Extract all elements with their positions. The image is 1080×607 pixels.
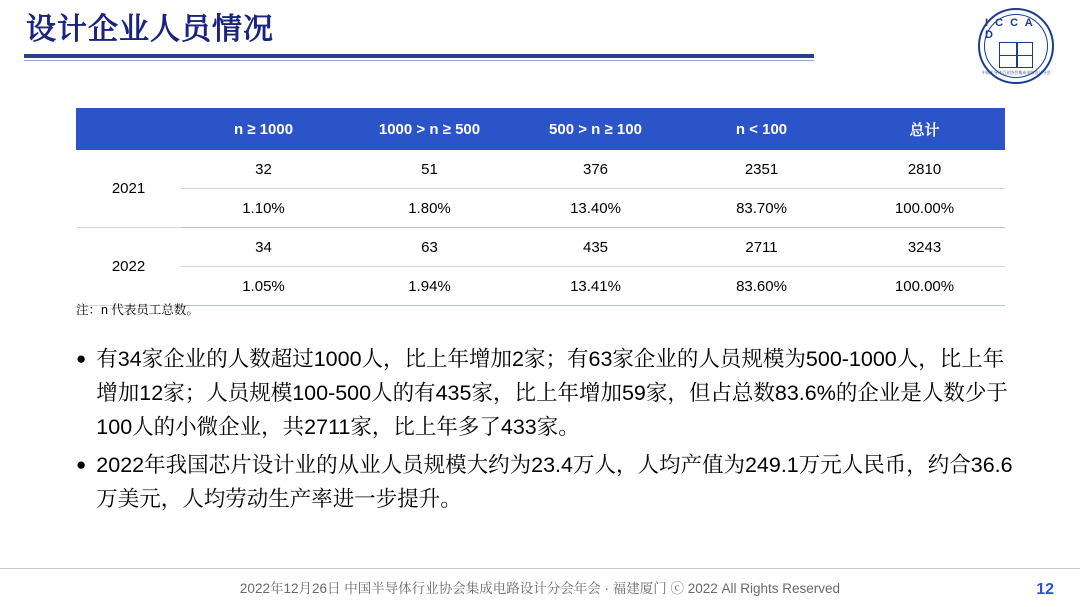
table-header-cell-2: 1000 > n ≥ 500 bbox=[347, 109, 513, 150]
cell-2021-pct-total: 100.00% bbox=[845, 189, 1005, 228]
table-row bbox=[77, 228, 1005, 267]
people-scale-table bbox=[76, 108, 1004, 306]
logo-caption: 中国半导体行业协会集成电路设计分会 bbox=[981, 69, 1051, 75]
iccad-logo bbox=[978, 8, 1054, 84]
table-note: 注：n 代表员工总数。 bbox=[76, 303, 199, 317]
list-item bbox=[76, 342, 1016, 444]
cell-2021-pct-1: 1.10% bbox=[181, 189, 347, 228]
list-item bbox=[76, 448, 1016, 516]
bullet-list bbox=[76, 342, 1016, 520]
table-header-cell-1: n ≥ 1000 bbox=[181, 109, 347, 150]
title-underline-thin bbox=[24, 60, 814, 61]
table-header-row bbox=[77, 109, 1005, 150]
cell-2022-pct-2: 1.94% bbox=[347, 267, 513, 306]
table-row bbox=[77, 150, 1005, 189]
cell-2021-count-3: 376 bbox=[513, 150, 679, 189]
table-row bbox=[77, 189, 1005, 228]
cell-2021-count-1: 32 bbox=[181, 150, 347, 189]
table-header-cell-5: 总计 bbox=[845, 109, 1005, 150]
cell-2021-pct-3: 13.40% bbox=[513, 189, 679, 228]
bullet-dot-icon: ● bbox=[76, 455, 87, 474]
cell-2022-pct-1: 1.05% bbox=[181, 267, 347, 306]
cell-2021-pct-2: 1.80% bbox=[347, 189, 513, 228]
cell-2021-count-2: 51 bbox=[347, 150, 513, 189]
cell-2022-pct-3: 13.41% bbox=[513, 267, 679, 306]
logo-chip-icon bbox=[999, 42, 1033, 68]
cell-2022-pct-4: 83.60% bbox=[679, 267, 845, 306]
cell-2022-pct-total: 100.00% bbox=[845, 267, 1005, 306]
cell-2022-count-total: 3243 bbox=[845, 228, 1005, 267]
table-header-cell-4: n < 100 bbox=[679, 109, 845, 150]
cell-2022-count-1: 34 bbox=[181, 228, 347, 267]
logo-letters: I C C A D bbox=[985, 16, 1035, 41]
title-block bbox=[24, 12, 924, 61]
bullet-dot-icon: ● bbox=[76, 349, 87, 368]
page-number: 12 bbox=[1036, 581, 1054, 598]
footer-text: 2022年12月26日 中国半导体行业协会集成电路设计分会年会 · 福建厦门 ⓒ 2022 All Rights Reserved bbox=[239, 581, 841, 596]
bullet-text-2: 2022年我国芯片设计业的从业人员规模大约为23.4万人，人均产值为249.1万元人民币，约合36.6万美元，人均劳动生产率进一步提升。 bbox=[96, 453, 1013, 511]
cell-2021-pct-4: 83.70% bbox=[679, 189, 845, 228]
cell-2022-count-4: 2711 bbox=[679, 228, 845, 267]
title-underline bbox=[24, 54, 814, 58]
year-label-2021: 2021 bbox=[77, 150, 181, 228]
table-header-cell-3: 500 > n ≥ 100 bbox=[513, 109, 679, 150]
year-label-2022: 2022 bbox=[77, 228, 181, 306]
table bbox=[76, 108, 1005, 306]
cell-2021-count-total: 2810 bbox=[845, 150, 1005, 189]
table-header-cell-0 bbox=[77, 109, 181, 150]
bullet-text-1: 有34家企业的人数超过1000人，比上年增加2家；有63家企业的人员规模为500-1000人，比上年增加12家；人员规模100-500人的有435家，比上年增加59家，但占总数83.6%的企业是人数少于100人的小微企业，共2711家，比上年多了433家。 bbox=[96, 347, 1008, 439]
cell-2022-count-2: 63 bbox=[347, 228, 513, 267]
logo-inner-ring bbox=[981, 14, 1051, 78]
cell-2021-count-4: 2351 bbox=[679, 150, 845, 189]
page-title: 设计企业人员情况 bbox=[26, 13, 274, 46]
cell-2022-count-3: 435 bbox=[513, 228, 679, 267]
footer-divider bbox=[0, 568, 1080, 569]
table-row bbox=[77, 267, 1005, 306]
